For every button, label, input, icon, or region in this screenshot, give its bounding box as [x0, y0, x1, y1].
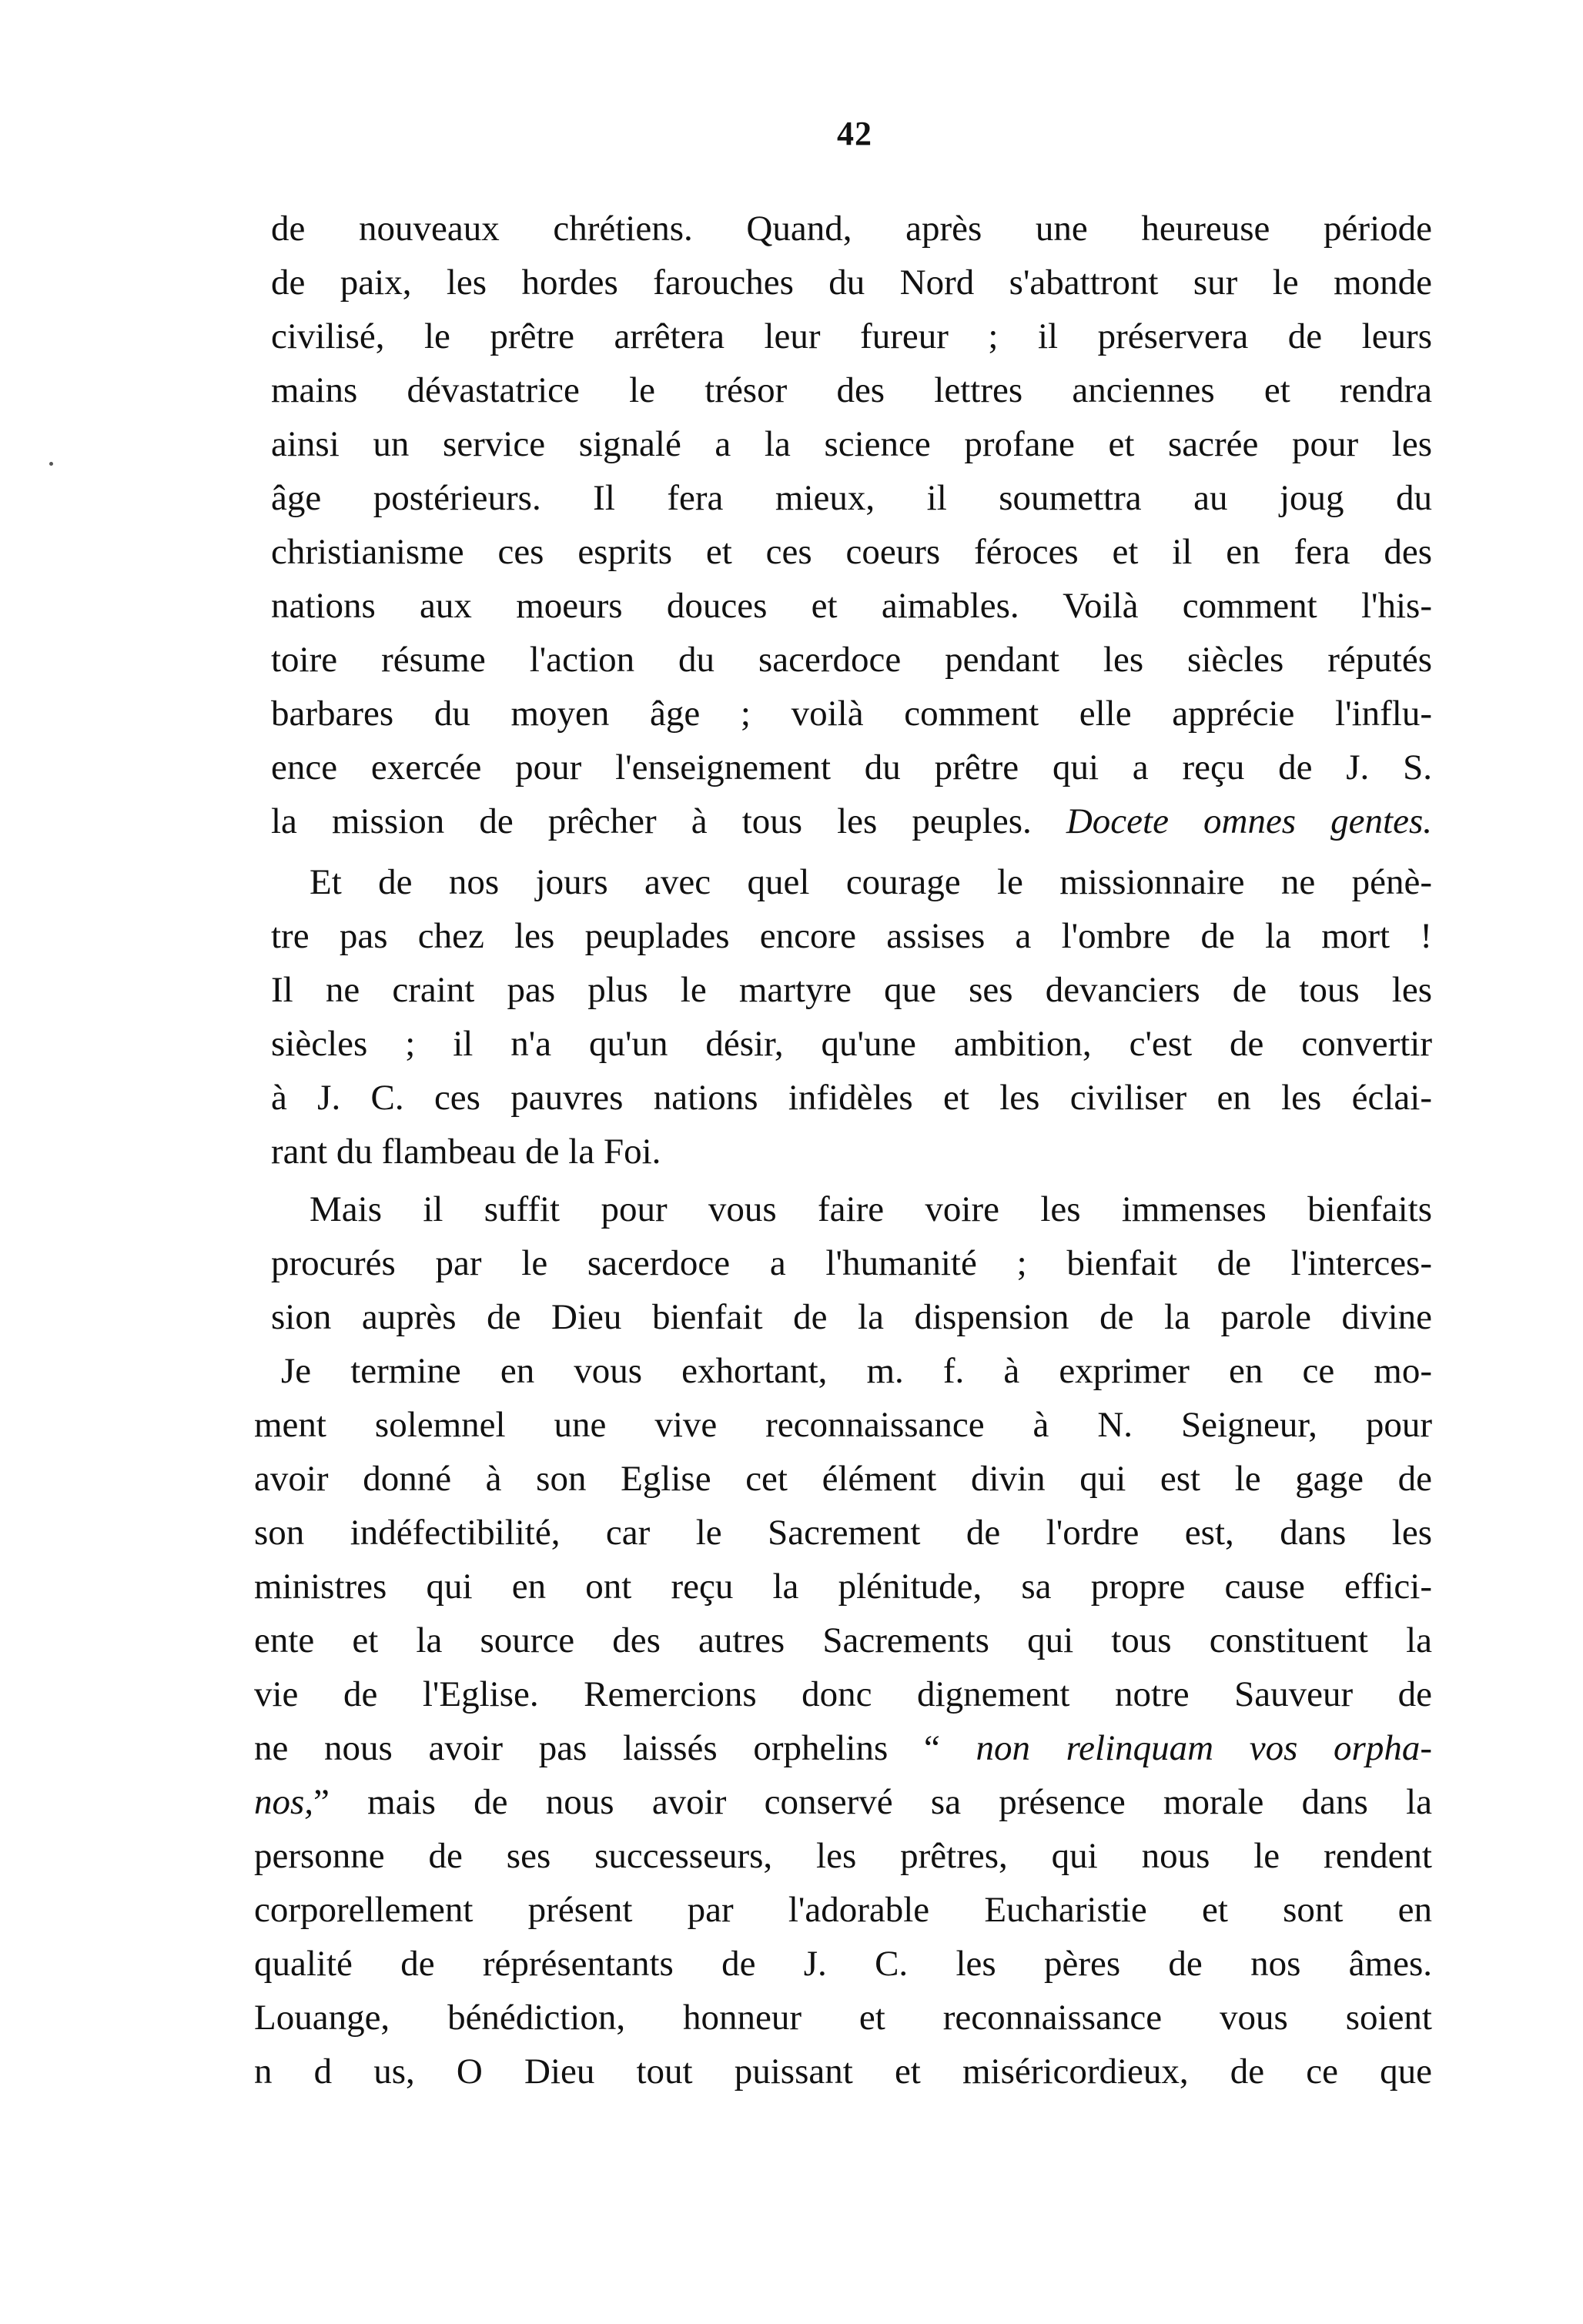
text-line: mains dévastatrice le trésor des lettres anciennes et rendra	[271, 370, 1432, 410]
text-line: n d us, O Dieu tout puissant et miséricordieux, de ce que	[254, 2051, 1432, 2092]
text-line: ministres qui en ont reçu la plénitude, sa propre cause effici-	[254, 1567, 1432, 1607]
text-segment: la mission de prêcher à tous les peuples.	[271, 801, 1032, 841]
text-line: à J. C. ces pauvres nations infidèles et les civiliser en les éclai-	[271, 1078, 1432, 1118]
text-line: vie de l'Eglise. Remercions donc dignement notre Sauveur de	[254, 1674, 1432, 1714]
text-line: Il ne craint pas plus le martyre que ses devanciers de tous les	[271, 970, 1432, 1010]
text-line: nations aux moeurs douces et aimables. Voilà comment l'his-	[271, 586, 1432, 626]
text-line: ence exercée pour l'enseignement du prêtre qui a reçu de J. S.	[271, 747, 1432, 787]
text-line: Louange, bénédiction, honneur et reconnaissance vous soient	[254, 1998, 1432, 2038]
text-line: ainsi un service signalé a la science profane et sacrée pour les	[271, 424, 1432, 464]
text-line: Mais il suffit pour vous faire voire les immenses bienfaits	[310, 1189, 1432, 1229]
text-line: ente et la source des autres Sacrements qui tous constituent la	[254, 1620, 1432, 1660]
text-line: corporellement présent par l'adorable Eucharistie et sont en	[254, 1890, 1432, 1930]
page-number: 42	[837, 115, 872, 152]
text-line: personne de ses successeurs, les prêtres, qui nous le rendent	[254, 1836, 1432, 1876]
text-line: de paix, les hordes farouches du Nord s'abattront sur le monde	[271, 262, 1432, 303]
text-line: Et de nos jours avec quel courage le missionnaire ne pénè-	[310, 862, 1432, 902]
text-line: toire résume l'action du sacerdoce pendant les siècles réputés	[271, 640, 1432, 680]
latin-quote: Docete omnes gentes.	[1066, 801, 1433, 841]
paragraph-4	[254, 1344, 1432, 2098]
text-line: âge postérieurs. Il fera mieux, il soumettra au joug du	[271, 478, 1432, 518]
text-line	[271, 794, 1432, 848]
text-line: Je termine en vous exhortant, m. f. à exprimer en ce mo-	[281, 1351, 1432, 1391]
text-line: avoir donné à son Eglise cet élément divin qui est le gage de	[254, 1459, 1432, 1499]
text-segment: ” mais de nous avoir conservé sa présence morale dans la	[313, 1782, 1432, 1822]
paragraph-2	[271, 855, 1432, 1179]
text-line: son indéfectibilité, car le Sacrement de l'ordre est, dans les	[254, 1513, 1432, 1553]
text-line: procurés par le sacerdoce a l'humanité ; bienfait de l'interces-	[271, 1243, 1432, 1283]
paragraph-3	[271, 1182, 1432, 1344]
latin-quote: nos,	[254, 1782, 314, 1822]
text-line: barbares du moyen âge ; voilà comment elle apprécie l'influ-	[271, 694, 1432, 734]
text-line: qualité de réprésentants de J. C. les pères de nos âmes.	[254, 1944, 1432, 1984]
text-line	[254, 1721, 1432, 1775]
text-line: de nouveaux chrétiens. Quand, après une heureuse période	[271, 209, 1432, 249]
text-line: christianisme ces esprits et ces coeurs féroces et il en fera des	[271, 532, 1432, 572]
text-line: civilisé, le prêtre arrêtera leur fureur ; il préservera de leurs	[271, 316, 1432, 356]
margin-speck	[49, 462, 53, 466]
text-line: rant du flambeau de la Foi.	[271, 1132, 661, 1172]
paragraph-1	[271, 202, 1432, 848]
text-line: sion auprès de Dieu bienfait de la dispension de la parole divine	[271, 1297, 1432, 1337]
text-line	[254, 1775, 1432, 1829]
latin-quote: non relinquam vos orpha-	[976, 1728, 1432, 1768]
text-line: ment solemnel une vive reconnaissance à N. Seigneur, pour	[254, 1405, 1432, 1445]
text-line: tre pas chez les peuplades encore assises a l'ombre de la mort !	[271, 916, 1432, 956]
text-segment: ne nous avoir pas laissés orphelins “	[254, 1728, 976, 1768]
text-line: siècles ; il n'a qu'un désir, qu'une ambition, c'est de convertir	[271, 1024, 1432, 1064]
